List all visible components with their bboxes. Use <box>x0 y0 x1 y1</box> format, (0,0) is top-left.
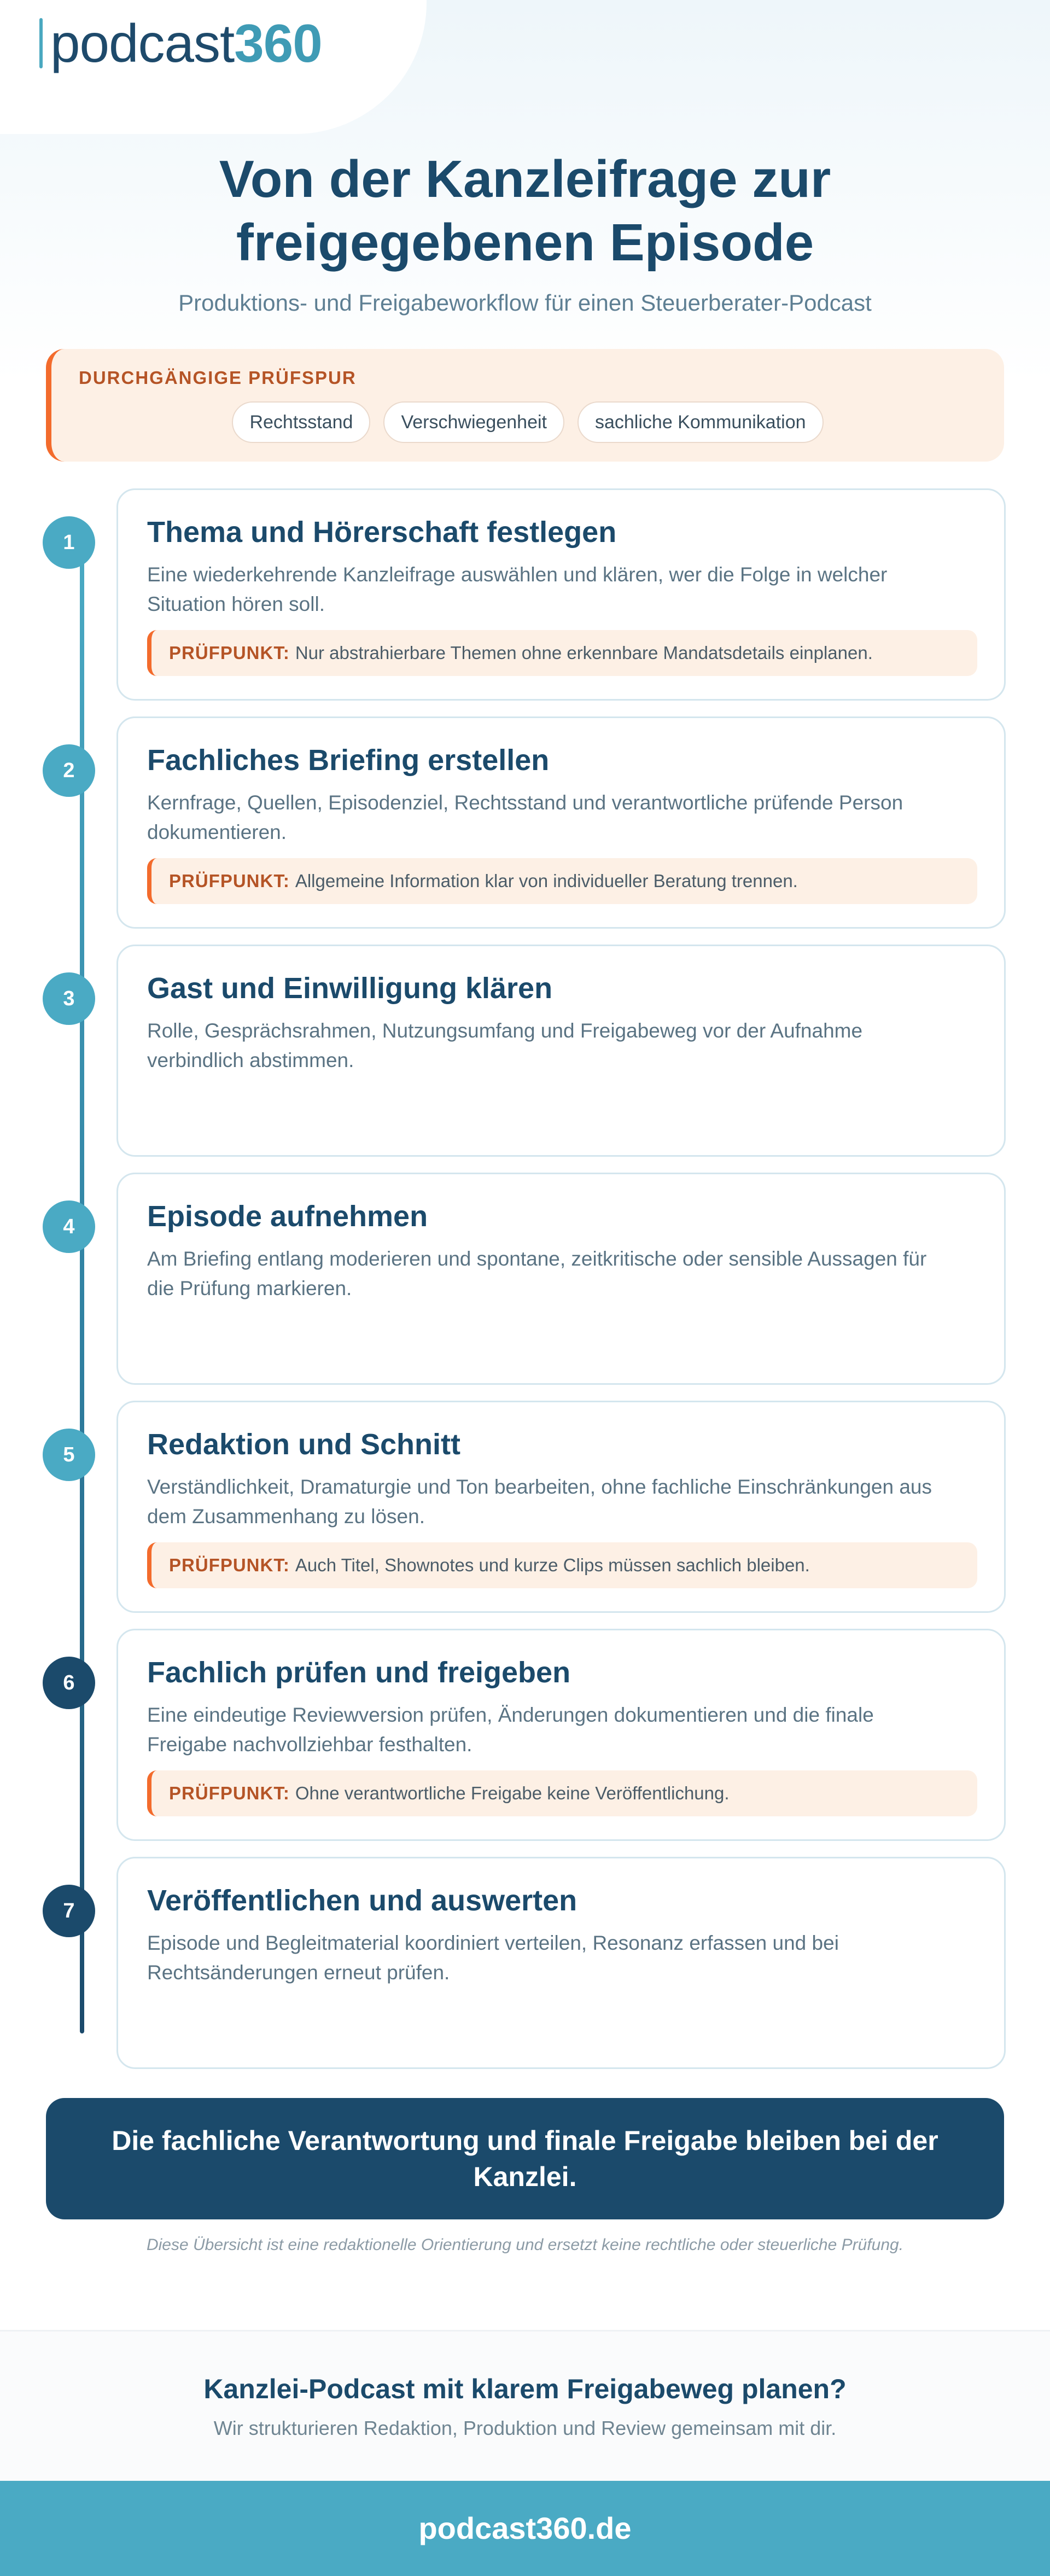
step-title: Redaktion und Schnitt <box>147 1428 460 1461</box>
step-number-6: 6 <box>43 1657 95 1709</box>
step-number-2: 2 <box>43 744 95 797</box>
page-title-line-1: Von der Kanzleifrage zur <box>219 150 831 208</box>
step-description: Eine wiederkehrende Kanzleifrage auswählen und klären, wer die Folge in welcher Situation hören soll. <box>147 563 888 615</box>
cta-section <box>0 2330 1050 2482</box>
chip-verschwiegenheit: Verschwiegenheit <box>383 401 564 443</box>
checkpoint-text: Nur abstrahierbare Themen ohne erkennbare Mandatsdetails einplanen. <box>295 643 873 663</box>
logo-wordmark <box>50 13 322 73</box>
step-card-6 <box>116 1629 1006 1841</box>
page-title <box>0 148 1050 275</box>
logo-word: podcast <box>50 13 235 73</box>
step-card-5 <box>116 1401 1006 1613</box>
checkpoint-text: Allgemeine Information klar von individueller Beratung trennen. <box>295 871 798 891</box>
step-number-7: 7 <box>43 1885 95 1937</box>
checkpoint-label: PRÜFPUNKT: <box>169 1783 290 1803</box>
logo-accent-bar <box>39 18 43 68</box>
step-checkpoint <box>147 630 977 676</box>
step-description: Rolle, Gesprächsrahmen, Nutzungsumfang und Freigabeweg vor der Aufnahme verbindlich abstimmen. <box>147 1019 863 1071</box>
step-title: Episode aufnehmen <box>147 1200 428 1233</box>
step-number-4: 4 <box>43 1200 95 1253</box>
step-title: Fachliches Briefing erstellen <box>147 744 550 777</box>
step-number-3: 3 <box>43 972 95 1025</box>
logo-number: 360 <box>234 13 322 73</box>
checkpoint-label: PRÜFPUNKT: <box>169 643 290 663</box>
chip-sachliche-kommunikation: sachliche Kommunikation <box>578 401 824 443</box>
audit-trail-title: DURCHGÄNGIGE PRÜFSPUR <box>79 368 357 388</box>
step-description: Am Briefing entlang moderieren und spontane, zeitkritische oder sensible Aussagen für die Prüfung markieren. <box>147 1248 927 1299</box>
step-description: Eine eindeutige Reviewversion prüfen, Änderungen dokumentieren und die finale Freigabe nachvollziehbar festhalten. <box>147 1704 874 1756</box>
disclaimer: Diese Übersicht ist eine redaktionelle Orientierung und ersetzt keine rechtliche oder steuerliche Prüfung. <box>146 2236 904 2254</box>
step-number-5: 5 <box>43 1429 95 1481</box>
step-card-3 <box>116 945 1006 1157</box>
chip-rechtsstand: Rechtsstand <box>232 401 370 443</box>
step-title: Thema und Hörerschaft festlegen <box>147 516 617 549</box>
page-title-line-2: freigegebenen Episode <box>236 213 814 272</box>
step-description: Kernfrage, Quellen, Episodenziel, Rechtsstand und verantwortliche prüfende Person dokumentieren. <box>147 791 903 843</box>
step-title: Gast und Einwilligung klären <box>147 972 553 1005</box>
audit-trail-chips <box>51 401 1004 443</box>
step-card-2 <box>116 716 1006 929</box>
cta-title: Kanzlei-Podcast mit klarem Freigabeweg planen? <box>203 2374 847 2404</box>
footer-url-link[interactable]: podcast360.de <box>0 2481 1050 2576</box>
step-description: Episode und Begleitmaterial koordiniert verteilen, Resonanz erfassen und bei Rechtsänderungen erneut prüfen. <box>147 1932 839 1984</box>
step-card-7 <box>116 1857 1006 2069</box>
step-title: Veröffentlichen und auswerten <box>147 1884 578 1917</box>
step-card-1 <box>116 488 1006 701</box>
banner-text: Die fachliche Verantwortung und finale Freigabe bleiben bei der Kanzlei. <box>112 2125 938 2192</box>
responsibility-banner <box>46 2098 1004 2219</box>
cta-subtitle: Wir strukturieren Redaktion, Produktion und Review gemeinsam mit dir. <box>213 2417 837 2439</box>
step-checkpoint <box>147 1542 977 1588</box>
step-checkpoint <box>147 1770 977 1816</box>
step-number-1: 1 <box>43 516 95 569</box>
podcast360-logo <box>39 13 322 73</box>
checkpoint-text: Auch Titel, Shownotes und kurze Clips müssen sachlich bleiben. <box>295 1555 810 1575</box>
step-title: Fachlich prüfen und freigeben <box>147 1656 571 1689</box>
checkpoint-label: PRÜFPUNKT: <box>169 871 290 891</box>
audit-trail-box <box>46 349 1004 462</box>
step-description: Verständlichkeit, Dramaturgie und Ton bearbeiten, ohne fachliche Einschränkungen aus dem Zusammenhang zu lösen. <box>147 1476 932 1528</box>
step-card-4 <box>116 1173 1006 1385</box>
step-checkpoint <box>147 858 977 904</box>
checkpoint-text: Ohne verantwortliche Freigabe keine Veröffentlichung. <box>295 1783 730 1803</box>
checkpoint-label: PRÜFPUNKT: <box>169 1555 290 1575</box>
page-subtitle: Produktions- und Freigabeworkflow für einen Steuerberater-Podcast <box>178 290 872 316</box>
